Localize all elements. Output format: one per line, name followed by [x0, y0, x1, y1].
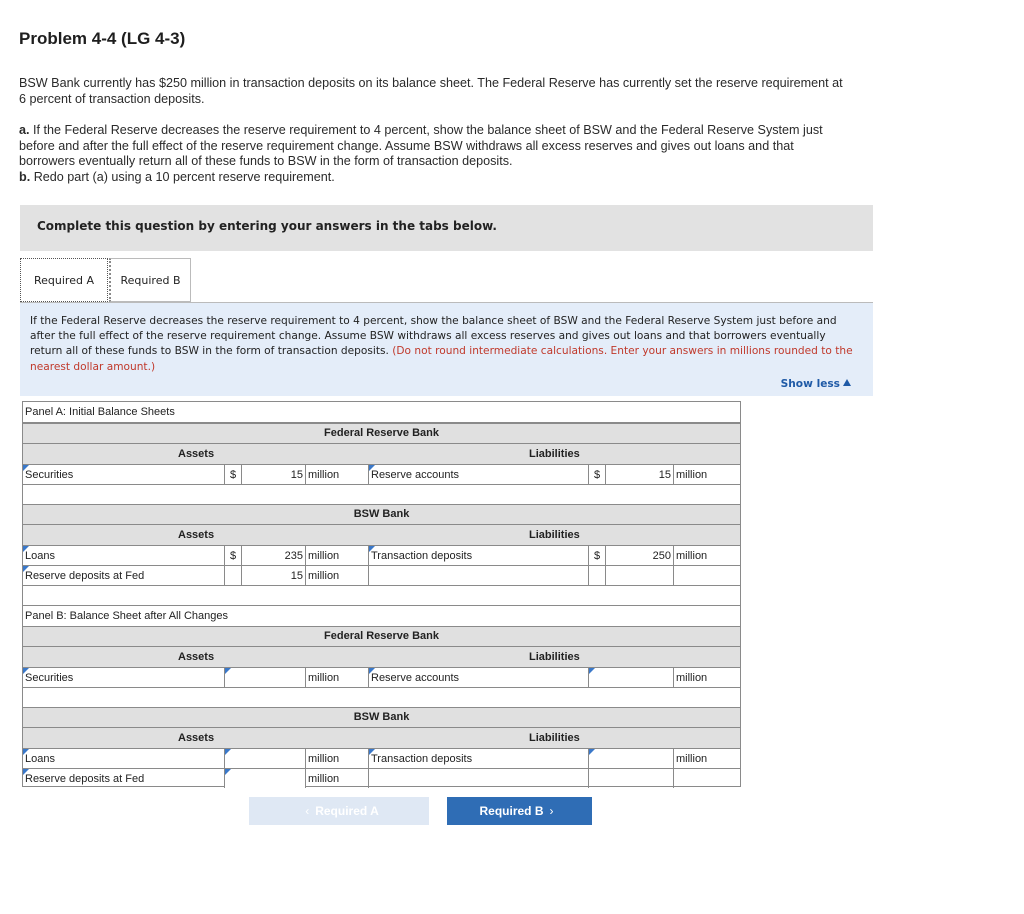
- panel-a-label: Panel A: Initial Balance Sheets: [25, 406, 175, 418]
- bsw-title-b: BSW Bank: [353, 711, 410, 723]
- problem-intro: BSW Bank currently has $250 million in transaction deposits on its balance sheet. The Federal Reserve has currently set the reserve requirement at 6 percent of transaction deposits.: [19, 76, 843, 106]
- million-unit: million: [676, 752, 708, 765]
- instructions-body: If the Federal Reserve decreases the reserve requirement to 4 percent, show the balance sheet of BSW and the Federal Reserve System just before and after the full effect of the reserve requirement change. Assume BSW withdraws all excess reserves and gives out loans and that borrowers eventually return all of these funds to BSW in the form of transaction deposits.: [30, 315, 837, 358]
- million-unit: million: [306, 749, 369, 768]
- part-b-label: b.: [19, 169, 31, 184]
- dollar-sign: $: [589, 465, 606, 484]
- million-unit: million: [306, 566, 369, 585]
- assets-header: Assets: [178, 732, 215, 744]
- fed-b-asset-input[interactable]: [225, 668, 306, 687]
- dollar-sign: $: [589, 546, 606, 565]
- liabilities-header: Liabilities: [529, 732, 580, 744]
- show-less-link[interactable]: [781, 378, 851, 390]
- million-unit: million: [676, 549, 708, 562]
- fed-b-liability-name: Reserve accounts: [369, 668, 589, 687]
- bsw-a-loans-amount: 235: [242, 546, 306, 565]
- million-unit: million: [306, 668, 369, 687]
- fed-a-liability-amount: 15: [606, 465, 674, 484]
- instructions-note: (Do not round intermediate calculations. Enter your answers in millions rounded to the nearest dollar amount.): [30, 345, 853, 373]
- fed-b-liability-input[interactable]: [589, 668, 674, 687]
- part-a-label: a.: [19, 123, 30, 137]
- banner-text: Complete this question by entering your answers in the tabs below.: [37, 219, 497, 233]
- liabilities-header: Liabilities: [529, 448, 580, 460]
- bsw-a-liability-name: Transaction deposits: [369, 546, 589, 565]
- panel-b-label: Panel B: Balance Sheet after All Changes: [25, 610, 229, 622]
- table-row: [23, 465, 740, 485]
- prev-required-a-button: [249, 797, 429, 825]
- fed-b-asset-name: Securities: [23, 668, 225, 687]
- million-unit: million: [676, 468, 708, 481]
- table-row: [23, 566, 740, 586]
- show-less-label: Show less: [780, 378, 840, 390]
- fed-title-a: Federal Reserve Bank: [324, 427, 439, 439]
- million-unit: million: [306, 546, 369, 565]
- instructions-text: [30, 314, 856, 375]
- question-instructions: [20, 303, 873, 396]
- instructions-banner: [20, 205, 873, 251]
- fed-a-asset-name: Securities: [23, 465, 225, 484]
- part-b-text: Redo part (a) using a 10 percent reserve requirement.: [30, 169, 335, 184]
- bsw-title-a: BSW Bank: [353, 508, 410, 520]
- tab-required-a[interactable]: Required A: [20, 258, 108, 302]
- bsw-b-reserve-name: Reserve deposits at Fed: [23, 769, 225, 788]
- table-row: [23, 769, 740, 788]
- next-required-b-button[interactable]: [447, 797, 592, 825]
- bsw-b-loans-input[interactable]: [225, 749, 306, 768]
- assets-header: Assets: [178, 651, 215, 663]
- table-row: [23, 546, 740, 566]
- part-a-text: If the Federal Reserve decreases the reserve requirement to 4 percent, show the balance sheet of BSW and the Federal Reserve System just before and after the full effect of the reserve requirement change. Assume BSW withdraws all excess reserves and gives out loans and that borrowers eventually return all of these funds to BSW in the form of transaction deposits.: [19, 123, 823, 168]
- bsw-a-reserve-amount: 15: [242, 566, 306, 585]
- dollar-sign: $: [225, 465, 242, 484]
- dollar-sign: $: [225, 546, 242, 565]
- balance-sheet-table: [22, 401, 741, 787]
- million-unit: million: [306, 465, 369, 484]
- fed-a-liability-name: Reserve accounts: [369, 465, 589, 484]
- table-row: [23, 668, 740, 688]
- bsw-b-loans-name: Loans: [23, 749, 225, 768]
- table-row: [23, 749, 740, 769]
- prev-label: Required A: [315, 804, 379, 818]
- fed-title-b: Federal Reserve Bank: [324, 630, 439, 642]
- bsw-a-loans-name: Loans: [23, 546, 225, 565]
- fed-a-asset-amount: 15: [242, 465, 306, 484]
- caret-up-icon: [843, 379, 851, 386]
- assets-header: Assets: [178, 529, 215, 541]
- tab-required-b[interactable]: Required B: [109, 258, 191, 302]
- bsw-a-liability-amount: 250: [606, 546, 674, 565]
- bsw-a-reserve-name: Reserve deposits at Fed: [23, 566, 225, 585]
- liabilities-header: Liabilities: [529, 651, 580, 663]
- million-unit: million: [676, 671, 708, 684]
- problem-title: Problem 4-4 (LG 4-3): [19, 29, 186, 48]
- bsw-b-reserve-input[interactable]: [225, 769, 306, 788]
- chevron-left-icon: ‹: [305, 804, 310, 818]
- assets-header: Assets: [178, 448, 215, 460]
- bsw-b-liability-input[interactable]: [589, 749, 674, 768]
- chevron-right-icon: ›: [549, 804, 554, 818]
- next-label: Required B: [479, 804, 544, 818]
- liabilities-header: Liabilities: [529, 529, 580, 541]
- million-unit: million: [306, 769, 369, 788]
- bsw-b-liability-name: Transaction deposits: [369, 749, 589, 768]
- problem-parts: [19, 123, 849, 185]
